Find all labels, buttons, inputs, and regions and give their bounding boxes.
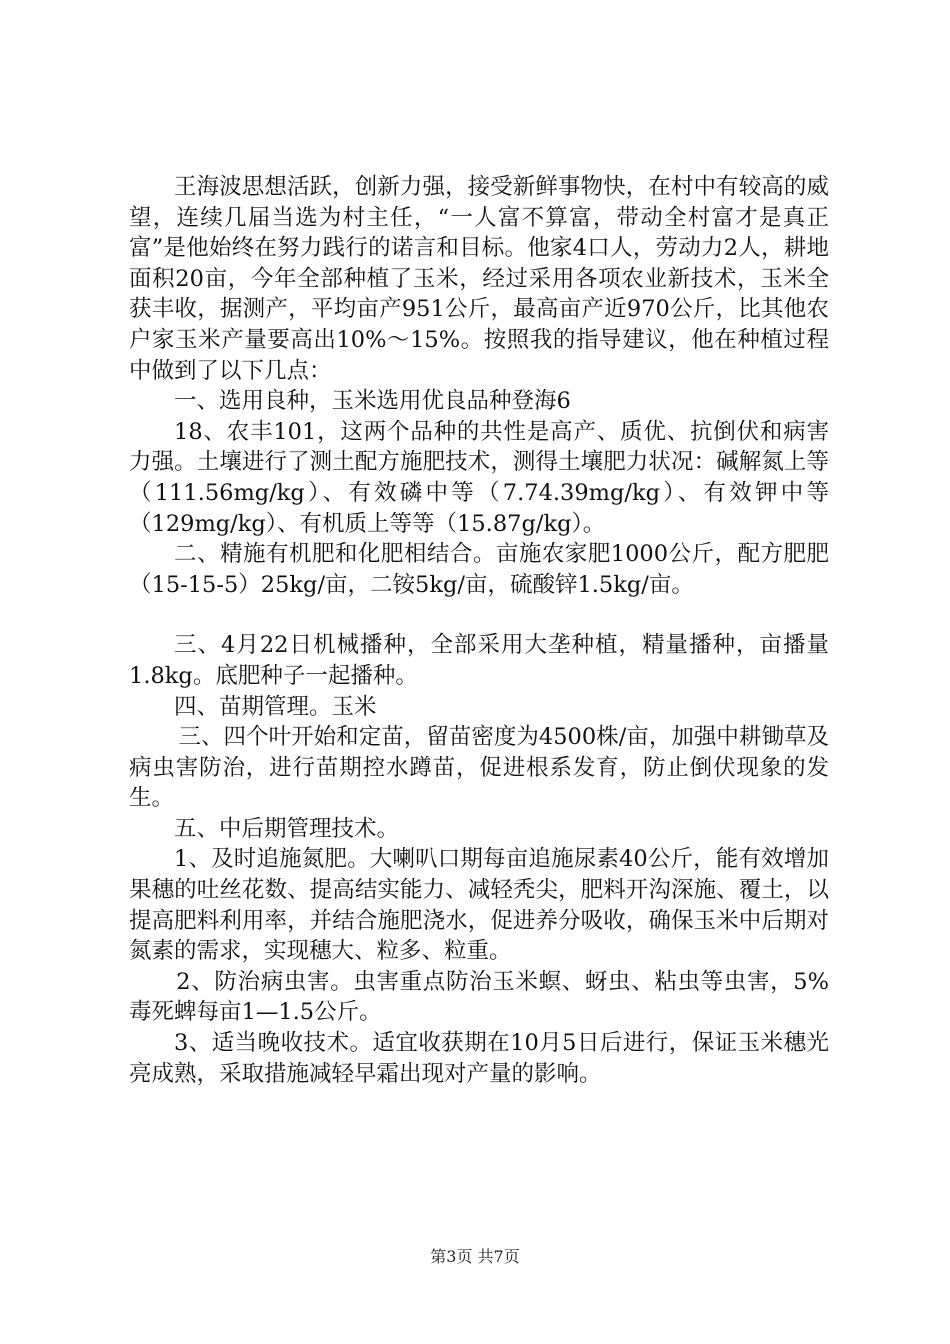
paragraph-item-2: 二、精施有机肥和化肥相结合。亩施农家肥1000公斤，配方肥肥（15-15-5）25kg/亩，二铵5kg/亩，硫酸锌1.5kg/亩。 [129,541,829,598]
paragraph-item-5-1: 1、及时追施氮肥。大喇叭口期每亩追施尿素40公斤，能有效增加果穗的吐丝花数、提高结实能力、减轻秃尖，肥料开沟深施、覆土，以提高肥料利用率，并结合施肥浇水，促进养分吸收，确保玉米中后期对氮素的需求，实现穗大、粒多、粒重。 [129,846,829,965]
paragraph-item-5: 五、中后期管理技术。 [174,815,400,842]
paragraph-item-5-2: 2、防治病虫害。虫害重点防治玉米螟、蚜虫、粘虫等虫害，5%毒死蜱每亩1—1.5公斤。 [129,968,829,1026]
paragraph-item-1-cont: 18、农丰101，这两个品种的共性是高产、质优、抗倒伏和病害力强。土壤进行了测土配方施肥技术，测得土壤肥力状况：碱解氮上等（111.56mg/kg）、有效磷中等（7.74.39mg/kg）、有效钾中等（129mg/kg）、有机质上等等（15.87g/kg）。 [129,418,829,537]
paragraph-item-1: 一、选用良种，玉米选用优良品种登海6 [174,388,571,415]
paragraph-item-5-3: 3、适当晚收技术。适宜收获期在10月5日后进行，保证玉米穗光亮成熟，采取措施减轻早霜出现对产量的影响。 [129,1030,829,1087]
paragraph-item-3: 三、4月22日机械播种，全部采用大垄种植，精量播种，亩播量1.8kg。底肥种子一起播种。 [129,632,829,689]
paragraph-item-4: 四、苗期管理。玉米 [174,693,377,720]
page-footer: 第3页 共7页 [430,1247,520,1266]
paragraph-intro: 王海波思想活跃，创新力强，接受新鲜事物快，在村中有较高的威望，连续几届当选为村主任，“一人富不算富，带动全村富才是真正富”是他始终在努力践行的诺言和目标。他家4口人，劳动力2人，耕地面积20亩，今年全部种植了玉米，经过采用各项农业新技术，玉米全获丰收，据测产，平均亩产951公斤，最高亩产近970公斤，比其他农户家玉米产量要高出10%～15%。按照我的指导建议，他在种植过程中做到了以下几点： [129,174,829,384]
document-body [129,172,829,1089]
paragraph-item-4-cont: 三、四个叶开始和定苗，留苗密度为4500株/亩，加强中耕锄草及病虫害防治，进行苗期控水蹲苗，促进根系发育，防止倒伏现象的发生。 [129,724,829,812]
